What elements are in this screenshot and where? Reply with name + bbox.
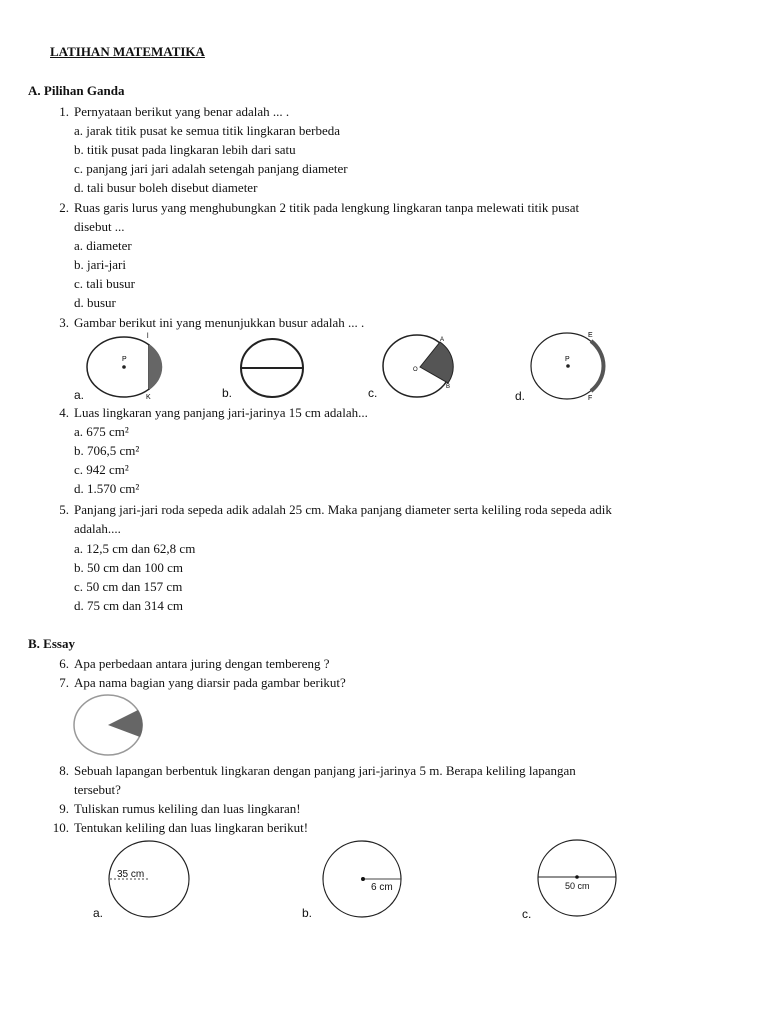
q3-figure-b	[241, 339, 303, 397]
q10-figure-c	[538, 840, 616, 916]
q3-text: Gambar berikut ini yang menunjukkan busur adalah ... .	[74, 315, 365, 330]
figure-c-label-b: B	[446, 384, 451, 390]
q10-figure-a	[109, 841, 189, 917]
q2-option-d: d. busur	[74, 295, 116, 310]
q5-option-d: d. 75 cm dan 314 cm	[74, 598, 184, 613]
q9-text: Tuliskan rumus keliling dan luas lingkaran!	[74, 801, 301, 816]
q3-figure-c	[383, 335, 453, 397]
figure-c-label-o: O	[413, 367, 418, 373]
q7-shaded-sector	[108, 710, 143, 737]
figure-a-label-bottom: K	[146, 394, 151, 401]
figure-d-center-dot	[566, 364, 570, 368]
q5-option-a: a. 12,5 cm dan 62,8 cm	[74, 541, 196, 556]
q3-figure-d	[531, 332, 604, 402]
figure-d-label-f: F	[588, 395, 593, 402]
q5-option-c: c. 50 cm dan 157 cm	[74, 579, 183, 594]
figure-a-label-top: l	[147, 333, 149, 340]
q10-label-c: c.	[522, 907, 532, 921]
figure-d-label-e: E	[588, 332, 593, 339]
q4-number: 4.	[59, 405, 69, 420]
q3-figure-a	[87, 333, 162, 401]
q3-figures	[0, 330, 768, 406]
q10-number: 10.	[52, 820, 69, 835]
q1-option-c: c. panjang jari jari adalah setengah panjang diameter	[74, 161, 348, 176]
figure-a-label-center: P	[122, 356, 127, 363]
q10c-measure: 50 cm	[565, 881, 590, 891]
figure-d-arc	[591, 341, 604, 391]
q1-option-d: d. tali busur boleh disebut diameter	[74, 180, 258, 195]
q2-option-c: c. tali busur	[74, 276, 136, 291]
q2-text-line1: Ruas garis lurus yang menghubungkan 2 titik pada lengkung lingkaran tanpa melewati titik pusat	[74, 200, 580, 215]
q6-text: Apa perbedaan antara juring dengan tembereng ?	[74, 656, 330, 671]
q7-figure	[70, 692, 150, 758]
q4-option-c: c. 942 cm²	[74, 462, 129, 477]
q1-text: Pernyataan berikut yang benar adalah ... .	[74, 104, 290, 119]
section-b-heading: B. Essay	[28, 636, 75, 651]
q10b-measure: 6 cm	[371, 882, 393, 893]
q2-number: 2.	[59, 200, 69, 215]
q8-text-line1: Sebuah lapangan berbentuk lingkaran dengan panjang jari-jarinya 5 m. Berapa keliling lapangan	[74, 763, 576, 778]
figure-d-label-p: P	[565, 356, 570, 363]
q2-text-line2: disebut ...	[74, 219, 125, 234]
figure-c-label-a: A	[440, 337, 445, 343]
q5-option-b: b. 50 cm dan 100 cm	[74, 560, 184, 575]
q10-figures	[0, 836, 768, 926]
q1-number: 1.	[59, 104, 69, 119]
q7-text: Apa nama bagian yang diarsir pada gambar berikut?	[74, 675, 346, 690]
q8-text-line2: tersebut?	[74, 782, 121, 797]
q7-number: 7.	[59, 675, 69, 690]
q10c-center-dot	[575, 875, 579, 879]
q10a-measure: 35 cm	[117, 869, 145, 880]
q5-number: 5.	[59, 502, 69, 517]
q10-label-a: a.	[93, 906, 104, 920]
figure-a-shaded-area	[149, 344, 162, 390]
q4-option-a: a. 675 cm²	[74, 424, 129, 439]
q10-label-b: b.	[302, 906, 313, 920]
q8-number: 8.	[59, 763, 69, 778]
q2-option-b: b. jari-jari	[74, 257, 126, 272]
figure-c-shaded-sector	[420, 342, 453, 383]
figure-a-center-dot	[122, 365, 126, 369]
page-title: LATIHAN MATEMATIKA	[50, 44, 205, 59]
q5-text-line1: Panjang jari-jari roda sepeda adik adalah 25 cm. Maka panjang diameter serta keliling roda sepeda adik	[74, 502, 612, 517]
section-a-heading: A. Pilihan Ganda	[28, 83, 125, 98]
q10-figure-b	[323, 841, 401, 917]
q1-option-b: b. titik pusat pada lingkaran lebih dari satu	[74, 142, 296, 157]
q10b-center-dot	[361, 877, 365, 881]
q4-option-d: d. 1.570 cm²	[74, 481, 140, 496]
q3-label-c: c.	[368, 386, 378, 400]
q1-option-a: a. jarak titik pusat ke semua titik lingkaran berbeda	[74, 123, 341, 138]
q9-number: 9.	[59, 801, 69, 816]
q3-label-a: a.	[74, 388, 85, 402]
q3-label-b: b.	[222, 386, 233, 400]
q3-label-d: d.	[515, 389, 526, 403]
q3-number: 3.	[59, 315, 69, 330]
q5-text-line2: adalah....	[74, 521, 121, 536]
q10-text: Tentukan keliling dan luas lingkaran berikut!	[74, 820, 309, 835]
q4-text: Luas lingkaran yang panjang jari-jarinya 15 cm adalah...	[74, 405, 368, 420]
q6-number: 6.	[59, 656, 69, 671]
q4-option-b: b. 706,5 cm²	[74, 443, 140, 458]
q2-option-a: a. diameter	[74, 238, 132, 253]
